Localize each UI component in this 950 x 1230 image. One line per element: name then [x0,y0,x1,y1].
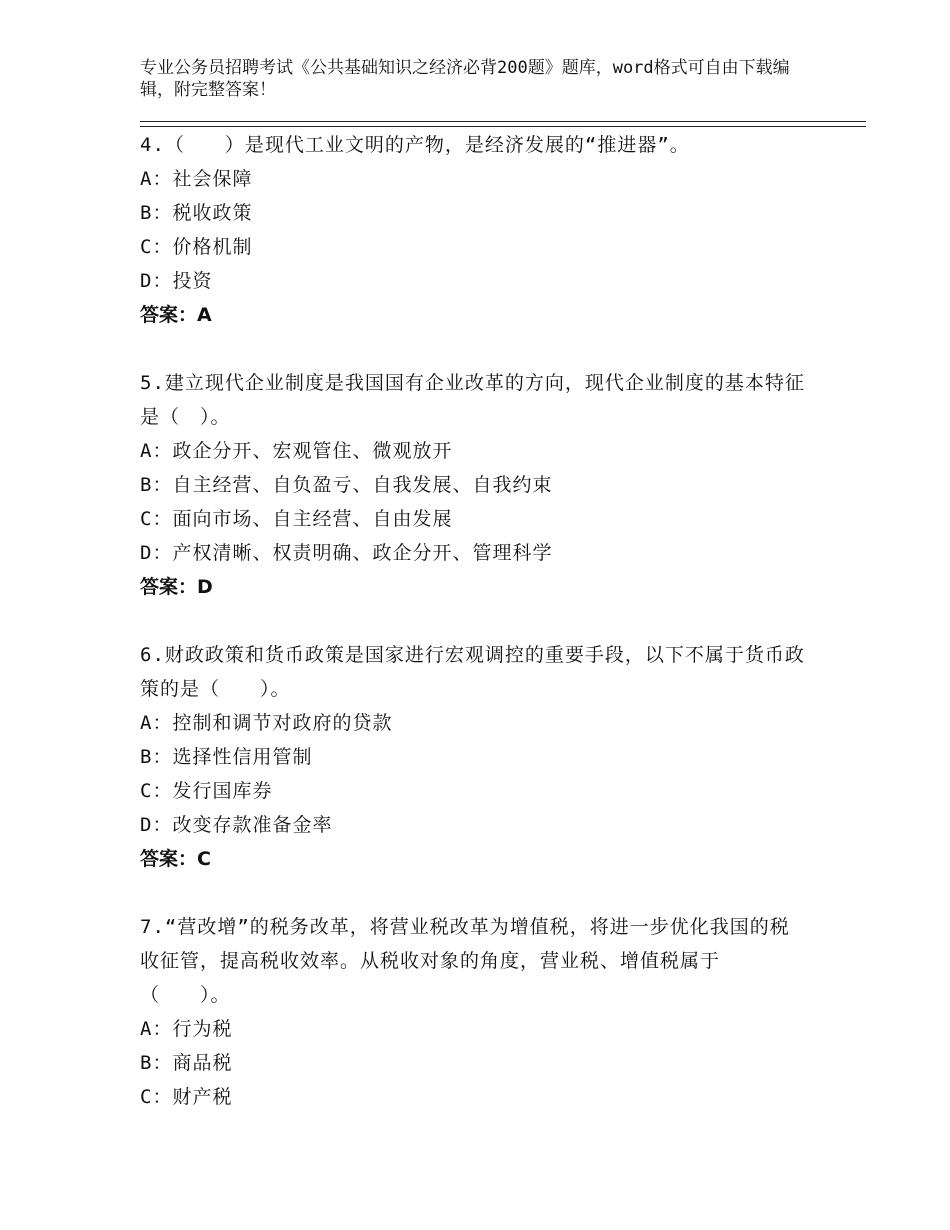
question-item [140,910,805,1114]
option-a: A：行为税 [140,1018,233,1040]
option-c: C：价格机制 [140,236,253,258]
option-b: B：商品税 [140,1052,233,1074]
question-item [140,638,805,876]
document-header: 专业公务员招聘考试《公共基础知识之经济必背200题》题库，word格式可自由下载编辑，附完整答案！ [140,58,790,100]
option-b: B：税收政策 [140,202,253,224]
option-a: A：控制和调节对政府的贷款 [140,712,393,734]
header-divider [140,121,866,127]
answer-line: 答案：D [140,576,213,598]
question-stem: 7.“营改增”的税务改革，将营业税改革为增值税，将进一步优化我国的税收征管，提高税收效率。从税收对象的角度，营业税、增值税属于（ ）。 [140,916,790,1006]
option-b: B：自主经营、自负盈亏、自我发展、自我约束 [140,474,553,496]
option-c: C：财产税 [140,1086,233,1108]
answer-line: 答案：C [140,848,211,870]
option-d: D：产权清晰、权责明确、政企分开、管理科学 [140,542,553,564]
option-c: C：面向市场、自主经营、自由发展 [140,508,453,530]
option-d: D：投资 [140,270,213,292]
question-stem: 5.建立现代企业制度是我国国有企业改革的方向，现代企业制度的基本特征是（ ）。 [140,372,805,428]
question-item [140,128,805,332]
option-a: A：社会保障 [140,168,253,190]
option-b: B：选择性信用管制 [140,746,313,768]
option-c: C：发行国库券 [140,780,273,802]
question-list [140,128,805,1148]
option-a: A：政企分开、宏观管住、微观放开 [140,440,453,462]
question-item [140,366,805,604]
answer-line: 答案：A [140,304,212,326]
question-stem: 6.财政政策和货币政策是国家进行宏观调控的重要手段，以下不属于货币政策的是（ ）。 [140,644,805,700]
option-d: D：改变存款准备金率 [140,814,333,836]
question-stem: 4.（ ）是现代工业文明的产物，是经济发展的“推进器”。 [140,134,690,156]
